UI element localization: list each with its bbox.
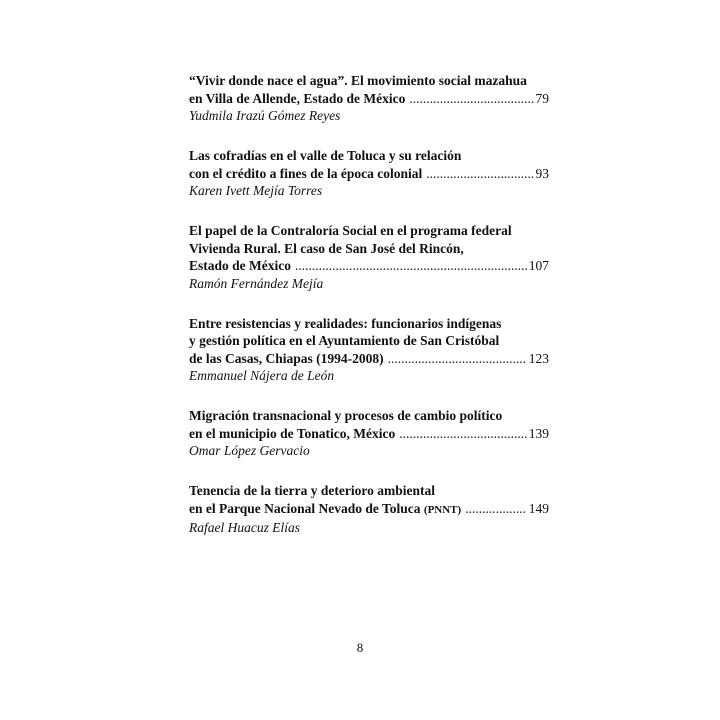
toc-entry xyxy=(189,222,549,292)
dot-leader xyxy=(388,350,527,368)
entry-title-text: Estado de México xyxy=(189,258,291,273)
dot-leader xyxy=(426,165,533,183)
entry-title-text: en el municipio de Tonatico, México xyxy=(189,425,396,441)
page-number: 8 xyxy=(356,640,364,655)
entry-author: Rafael Huacuz Elías xyxy=(189,520,300,535)
entry-author: Yudmila Irazú Gómez Reyes xyxy=(189,108,341,123)
entry-title-text: y gestión política en el Ayuntamiento de San Cristóbal xyxy=(189,333,500,348)
entry-title-line xyxy=(189,482,549,500)
entry-title-line xyxy=(189,350,549,368)
toc-entry xyxy=(189,72,549,124)
entry-title-line xyxy=(189,257,549,275)
entry-title-text: en Villa de Allende, Estado de México xyxy=(189,90,406,106)
table-of-contents xyxy=(189,72,549,559)
entry-title-line xyxy=(189,425,549,443)
entry-page-number: 79 xyxy=(535,90,549,106)
dot-leader xyxy=(399,425,526,443)
toc-entry xyxy=(189,147,549,199)
toc-entry xyxy=(189,315,549,385)
entry-title-text: en el Parque Nacional Nevado de Toluca xyxy=(189,500,421,516)
entry-title-line xyxy=(189,407,549,425)
entry-title-text: Migración transnacional y procesos de cambio político xyxy=(189,408,503,423)
entry-title-text: Tenencia de la tierra y deterioro ambiental xyxy=(189,483,435,498)
entry-title-text: Vivienda Rural. El caso de San José del Rincón, xyxy=(189,240,464,256)
entry-title-line xyxy=(189,315,549,333)
entry-title-line xyxy=(189,222,549,240)
entry-title-text: El papel de la Contraloría Social en el programa federal xyxy=(189,223,512,238)
entry-title-line xyxy=(189,72,549,90)
entry-title-text: con el crédito a fines de la época colonial xyxy=(189,165,423,181)
entry-title-text: “Vivir donde nace el agua”. El movimiento social mazahua xyxy=(189,73,527,88)
dot-leader xyxy=(409,90,533,108)
entry-author: Karen Ivett Mejía Torres xyxy=(189,183,323,198)
entry-title-line xyxy=(189,240,549,258)
entry-title-text: Entre resistencias y realidades: funcionarios indígenas xyxy=(189,315,502,331)
entry-title-line xyxy=(189,147,549,165)
entry-page-number: 149 xyxy=(528,500,549,516)
entry-title-text: Las cofradías en el valle de Toluca y su relación xyxy=(189,148,462,163)
entry-title-line xyxy=(189,165,549,183)
dot-leader xyxy=(295,257,527,275)
entry-title-line xyxy=(189,500,549,520)
entry-page-number: 107 xyxy=(528,258,549,273)
entry-page-number: 123 xyxy=(528,350,549,366)
toc-entry xyxy=(189,407,549,459)
entry-title-line xyxy=(189,332,549,350)
entry-page-number: 139 xyxy=(528,425,549,441)
dot-leader xyxy=(465,500,527,518)
entry-acronym: (PNNT) xyxy=(423,503,462,516)
entry-page-number: 93 xyxy=(535,165,549,181)
toc-entry xyxy=(189,482,549,536)
entry-title-line xyxy=(189,90,549,108)
entry-title-text: de las Casas, Chiapas (1994-2008) xyxy=(189,350,384,366)
entry-author: Ramón Fernández Mejía xyxy=(189,275,324,291)
entry-author: Emmanuel Nájera de León xyxy=(189,368,335,383)
entry-author: Omar López Gervacio xyxy=(189,443,310,458)
